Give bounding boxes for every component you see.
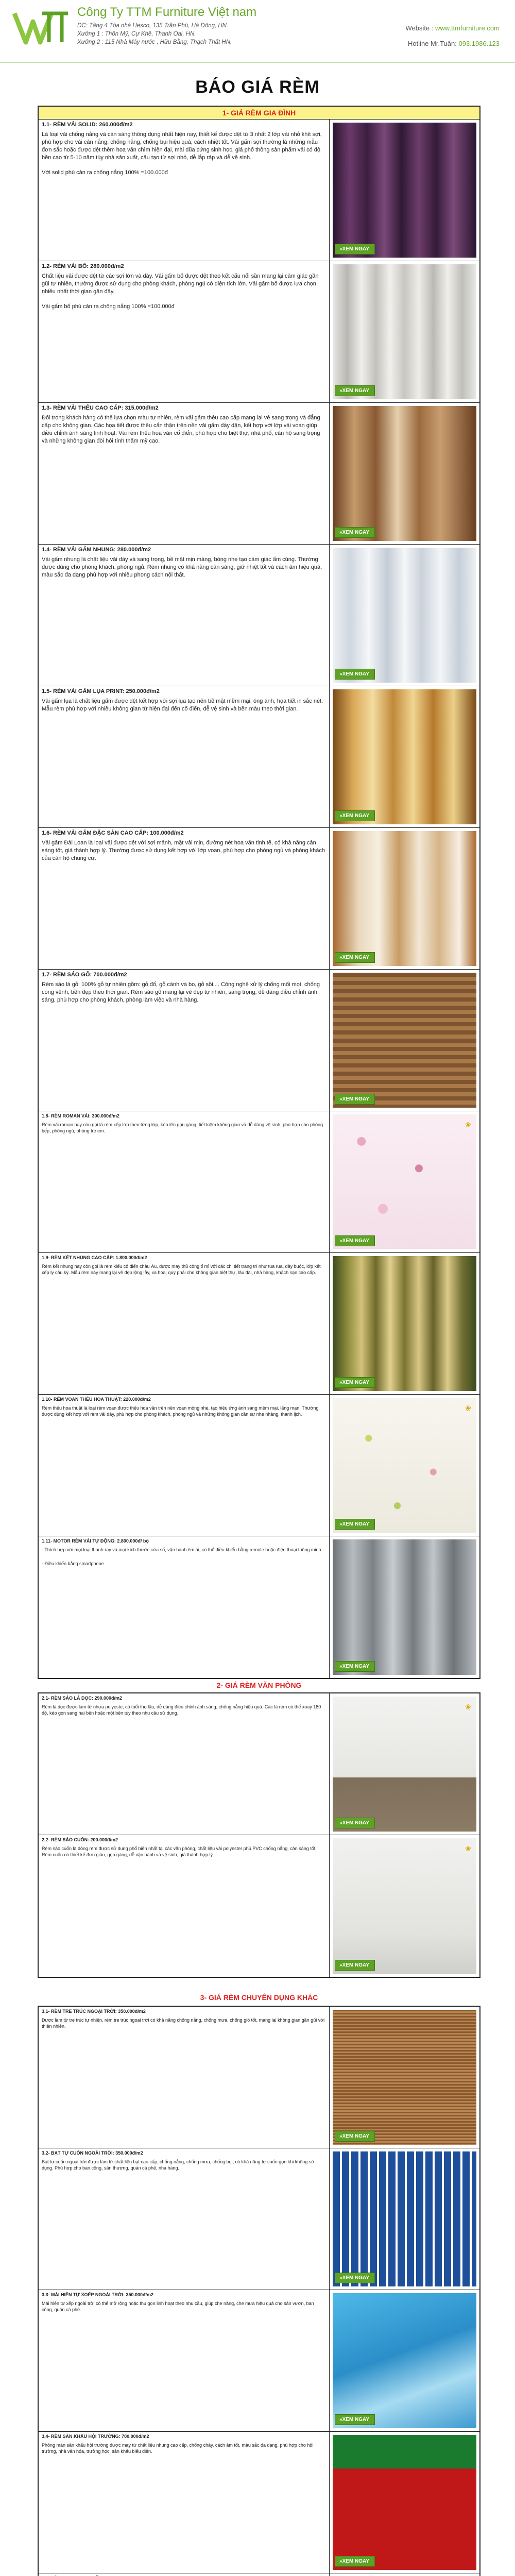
price-row: [39, 1111, 479, 1253]
curtain-photo: [333, 689, 476, 824]
product-note: Vải gấm bố phù cản ra chống nắng 100% =100.000đ: [42, 303, 175, 310]
row-text-cell: [39, 2007, 330, 2148]
view-now-button[interactable]: » XEM NGAY: [335, 1377, 375, 1388]
row-text-cell: [39, 828, 330, 969]
bee-logo-icon: ❀: [465, 1703, 471, 1711]
price-row: [39, 2007, 479, 2148]
section-title-special: 3- GIÁ RÈM CHUYÊN DỤNG KHÁC: [200, 1993, 318, 2002]
price-row: [39, 2573, 479, 2576]
row-text-cell: [39, 1111, 330, 1252]
product-description: Chất liệu vải được dệt từ các sợi lớn và dày. Vải gấm bố được dệt theo kết cấu nổi sần mang lại cảm giác gần gũi tự nhiên, thường được sử dụng cho phòng khách, phòng ngủ có diện tích lớn. Vải gấm bố được lựa chọn nhiều nhất thời gian gần đây.: [42, 273, 319, 295]
product-title: 1.8- RÈM ROMAN VẢI: 300.000đ/m2: [42, 1113, 120, 1118]
product-description: Là loại vải chống nắng và cản sáng thông dụng nhất hiện nay, thiết kế được dệt từ 3 nhất 2 lớp vải nhỏ khít sợi, phù hợp cho vải cản nắng, chống nắng, chống bụi hiệu quả, cách nhiệt tốt. Vải gấm sợi thường là những mẫu đơn sắc hoặc được dệt thêm hoa văn chìm hiện đại, mài dũa cứng sinh học, giá phổ thông sản phẩm vải có độ bền cao từ 5-10 năm tùy nhà sản xuất, cấu tạo từ sợi nhỏ, dễ lắp ráp và dễ vệ sinh.: [42, 131, 322, 161]
price-row: [39, 686, 479, 828]
price-row: [39, 545, 479, 686]
hotline-label: Hotline Mr.Tuấn:: [407, 40, 457, 47]
product-note: Với solid phù cản ra chống nắng 100% =100.000đ: [42, 170, 168, 176]
workshop-1-address: Xưởng 1 : Thôn Mỹ, Cự Khê, Thanh Oai, HN.: [77, 31, 196, 37]
row-text-cell: [39, 545, 330, 686]
section-title-office: 2- GIÁ RÈM VĂN PHÒNG: [216, 1681, 302, 1689]
view-now-button[interactable]: » XEM NGAY: [335, 1094, 375, 1105]
view-now-button[interactable]: » XEM NGAY: [335, 1960, 375, 1971]
row-text-cell: [39, 2148, 330, 2290]
office-address: ĐC: Tầng 4 Tòa nhà Hesco, 135 Trần Phú, Hà Đông, HN.: [77, 23, 229, 29]
row-image-cell: [330, 261, 479, 402]
price-row: [39, 1835, 479, 1977]
row-image-cell: [330, 1253, 479, 1394]
row-text-cell: [39, 1395, 330, 1536]
product-description: Vải gấm nhung là chất liệu vải dày và sang trọng, bề mặt mịn màng, bóng nhẹ tạo cảm giác ấm cúng. Thường được dùng cho phòng khách, phòng ngủ. Rèm nhung có khả năng cản sáng, giữ nhiệt tốt và cách âm hiệu quả, màu sắc đa dạng phù hợp với nhiều phong cách nội thất.: [42, 556, 322, 578]
row-image-cell: [330, 403, 479, 544]
curtain-photo: [333, 2293, 476, 2428]
product-description: Rèm thêu hoa thuật là loại rèm voan được thêu hoa văn trên nền voan mỏng nhẹ, tạo hiệu ứng ánh sáng mềm mại, lãng mạn. Thường được dùng kết hợp với rèm vải dày, phù hợp cho phòng khách, phòng ngủ và những không gian cần sự nhẹ nhàng, thanh lịch.: [42, 1405, 319, 1417]
row-image-cell: [330, 2432, 479, 2573]
curtain-photo: [333, 2151, 476, 2286]
section-title-family: 1- GIÁ RÈM GIA ĐÌNH: [39, 107, 479, 120]
product-description: Rèm sáo lá gỗ: 100% gỗ tự nhiên gồm: gỗ đổ, gỗ cánh và bo, gỗ sồi,... Công nghệ xử lý chống mối mọt, chống cong vênh, bền đẹp theo thời gian. Rèm sáo gỗ mang lại vẻ đẹp tự nhiên, sang trọng, dễ dàng điều chỉnh ánh sáng, phù hợp cho phòng khách, phòng làm việc và nhà hàng.: [42, 981, 320, 1003]
product-description: Phông màn sân khấu hội trường được may từ chất liệu nhung cao cấp, chống cháy, cách âm tốt, màu sắc đa dạng, phù hợp cho hội trường, nhà văn hóa, trường học, sân khấu biểu diễn.: [42, 2443, 314, 2454]
view-now-button[interactable]: » XEM NGAY: [335, 952, 375, 963]
curtain-photo: [333, 2010, 476, 2145]
row-text-cell: [39, 403, 330, 544]
view-now-button[interactable]: » XEM NGAY: [335, 2131, 375, 2142]
curtain-photo: [333, 973, 476, 1108]
company-name: Công Ty TTM Furniture Việt nam: [77, 5, 257, 19]
price-row: [39, 261, 479, 403]
product-title: 1.2- RÈM VẢI BỐ: 280.000đ/m2: [42, 263, 124, 269]
curtain-photo: [333, 1398, 476, 1533]
product-description: Đối trọng khách hàng có thể lựa chọn màu tự nhiên, rèm vải gấm thêu cao cấp mang lại vẻ sang trọng và đẳng cấp cho không gian. Các họa tiết được thêu cẩn thận trên nền vải gấm dày dặn, kết hợp với lớp vải voan giúp điều chỉnh ánh sáng linh hoạt. Vải rèm thêu hoa văn cổ điển, phù hợp cho biệt thự, nhà phố, căn hộ sang trọng và những không gian đòi hỏi tính thẩm mỹ cao.: [42, 415, 320, 444]
row-image-cell: [330, 1111, 479, 1252]
price-row: [39, 1253, 479, 1395]
view-now-button[interactable]: » XEM NGAY: [335, 385, 375, 396]
website-label: Website :: [405, 24, 434, 32]
product-title: 1.6- RÈM VẢI GẤM ĐẶC SẢN CAO CẤP: 100.000đ/m2: [42, 830, 184, 836]
price-row: [39, 970, 479, 1111]
product-title: 1.7- RÈM SÁO GỖ: 700.000đ/m2: [42, 972, 127, 978]
row-image-cell: [330, 1835, 479, 1977]
row-image-cell: [330, 2148, 479, 2290]
row-image-cell: [330, 1693, 479, 1835]
ttm-logo: [10, 6, 71, 46]
product-description: Rèm lá dọc được làm từ nhựa polyeste, có tuổi thọ lâu, dễ dàng điều chỉnh ánh sáng, chống nắng hiệu quả. Các lá rèm có thể xoay 180 độ, kéo gọn sang hai bên hoặc một bên tùy theo nhu cầu sử dụng.: [42, 1704, 321, 1716]
row-text-cell: [39, 2290, 330, 2431]
bee-logo-icon: ❀: [465, 1121, 471, 1129]
curtain-photo: [333, 1114, 476, 1249]
row-text-cell: [39, 686, 330, 827]
view-now-button[interactable]: » XEM NGAY: [335, 527, 375, 538]
row-text-cell: [39, 120, 330, 261]
product-title: 1.10- RÈM VOAN THÊU HOA THUẬT: 220.000đ/m2: [42, 1397, 151, 1402]
product-title: 1.11- MOTOR RÈM VẢI TỰ ĐỘNG: 2.800.000đ/ bộ: [42, 1538, 149, 1544]
product-title: 1.9- RÈM KẾT NHUNG CAO CẤP: 1.800.000đ/m2: [42, 1255, 147, 1260]
header: [0, 0, 515, 63]
product-note: - Điều khiển bằng smartphone: [42, 1561, 104, 1566]
product-description: Rèm kết nhung hay còn gọi là rèm kiểu cổ điển châu Âu, được may thủ công tỉ mỉ với các chi tiết trang trí như tua rua, dây buộc, lớp kết xếp ly cầu kỳ. Mẫu rèm này mang lại vẻ đẹp lộng lẫy, xa hoa, quý phái cho không gian biệt thự, lâu đài, nhà hàng, khách sạn cao cấp.: [42, 1264, 321, 1275]
price-row: [39, 1395, 479, 1536]
price-row: [39, 1536, 479, 1678]
row-text-cell: [39, 970, 330, 1111]
view-now-button[interactable]: » XEM NGAY: [335, 1818, 375, 1828]
product-description: Rèm vải roman hay còn gọi là rèm xếp lớp theo từng lớp, kéo lên gọn gàng, tiết kiệm không gian và dễ dàng vệ sinh, phù hợp cho phòng bếp, phòng ngủ, phòng trẻ em.: [42, 1122, 323, 1133]
price-row: [39, 403, 479, 545]
price-row: [39, 2290, 479, 2432]
view-now-button[interactable]: » XEM NGAY: [335, 244, 375, 255]
website-link[interactable]: www.ttmfurniture.com: [435, 24, 500, 32]
view-now-button[interactable]: » XEM NGAY: [335, 1235, 375, 1246]
bee-logo-icon: ❀: [465, 1844, 471, 1853]
product-description: Bạt tự cuốn ngoài trời được làm từ chất liệu bạt cao cấp, chống nắng, chống mưa, chống bụi, có khả năng tự cuốn gọn khi không sử dụng. Phù hợp cho ban công, sân thượng, quán cà phê, nhà hàng.: [42, 2159, 315, 2171]
view-now-button[interactable]: » XEM NGAY: [335, 669, 375, 680]
row-image-cell: [330, 1395, 479, 1536]
price-row: [39, 2432, 479, 2573]
curtain-photo: [333, 2435, 476, 2570]
row-image-cell: [330, 1536, 479, 1678]
price-row: [39, 120, 479, 261]
row-text-cell: [39, 2432, 330, 2573]
curtain-photo: [333, 264, 476, 399]
product-title: 1.5- RÈM VẢI GẤM LỤA PRINT: 250.000đ/m2: [42, 688, 160, 694]
price-row: [39, 828, 479, 970]
product-title: 2.1- RÈM SÁO LÁ DỌC: 290.000đ/m2: [42, 1696, 123, 1701]
curtain-photo: [333, 1256, 476, 1391]
row-text-cell: [39, 1536, 330, 1678]
view-now-button[interactable]: » XEM NGAY: [335, 2414, 375, 2425]
family-curtain-table: [38, 106, 480, 1679]
product-title: 2.2- RÈM SÁO CUỐN: 200.000đ/m2: [42, 1837, 118, 1842]
product-description: Vải gấm Đài Loan là loại vải được dệt với sợi mảnh, mặt vải mịn, đường nét hoa văn tinh tế, có khả năng cản sáng tốt, giá thành hợp lý. Thường được sử dụng kết hợp với lớp voan, phù hợp cho phòng ngủ và phòng khách của căn hộ chung cư.: [42, 840, 325, 861]
product-title: 1.4- RÈM VẢI GẤM NHUNG: 280.000đ/m2: [42, 547, 151, 553]
row-image-cell: [330, 970, 479, 1111]
product-title: 1.3- RÈM VẢI THÊU CAO CẤP: 315.000đ/m2: [42, 405, 159, 411]
product-title: 3.3- MÁI HIÊN TỰ XOẾP NGOÀI TRỜI: 350.000đ/m2: [42, 2292, 154, 2297]
row-image-cell: [330, 686, 479, 827]
row-text-cell: [39, 1693, 330, 1835]
product-description: - Thích hợp với mọi loại thanh ray và mọi kích thước cửa sổ, vận hành êm ái, có thể điều khiển bằng remote hoặc điện thoại thông minh.: [42, 1547, 322, 1552]
curtain-photo: [333, 1697, 476, 1832]
row-text-cell: [39, 261, 330, 402]
company-info: [77, 5, 345, 46]
contact-info: [405, 21, 500, 52]
product-title: 1.1- RÈM VẢI SOLID: 260.000đ/m2: [42, 122, 133, 128]
product-description: Được làm từ tre trúc tự nhiên, rèm tre trúc ngoại trời có khả năng chống nắng, chống mưa, chống gió tốt, mang lại không gian gần gũi với thiên nhiên.: [42, 2018, 325, 2029]
product-title: 3.1- RÈM TRE TRÚC NGOẠI TRỜI: 350.000đ/m2: [42, 2009, 146, 2014]
product-title: 3.4- RÈM SÂN KHẤU HỘI TRƯỜNG: 700.000đ/m2: [42, 2434, 149, 2439]
product-description: Rèm sáo cuốn là dòng rèm được sử dụng phổ biến nhất tại các văn phòng, chất liệu vải polyester phủ PVC chống nắng, cản sáng tốt. Rèm cuốn có thiết kế đơn giản, gọn gàng, dễ vận hành và vệ sinh, giá thành hợp lý.: [42, 1846, 317, 1857]
product-description: Mái hiên tự xếp ngoài trời có thể mở rộng hoặc thu gọn linh hoạt theo nhu cầu, giúp che nắng, che mưa hiệu quả cho sân vườn, ban công, quán cà phê.: [42, 2301, 314, 2312]
page-title: BÁO GIÁ RÈM: [195, 77, 320, 97]
curtain-photo: [333, 831, 476, 966]
row-image-cell: [330, 545, 479, 686]
product-title: 3.2- BẠT TỰ CUỐN NGOÀI TRỜI: 350.000đ/m2: [42, 2150, 143, 2156]
row-text-cell: [39, 1253, 330, 1394]
row-image-cell: [330, 2573, 479, 2576]
view-now-button[interactable]: » XEM NGAY: [335, 2556, 375, 2567]
price-row: [39, 1693, 479, 1835]
view-now-button[interactable]: » XEM NGAY: [335, 1661, 375, 1672]
curtain-photo: [333, 548, 476, 683]
workshop-2-address: Xưởng 2 : 115 Nhà Máy nước , Hữu Bằng, Thạch Thất HN.: [77, 39, 232, 45]
row-text-cell: [39, 2573, 330, 2576]
office-curtain-table: [38, 1692, 480, 1978]
price-row: [39, 2148, 479, 2290]
curtain-photo: [333, 1539, 476, 1675]
row-image-cell: [330, 828, 479, 969]
view-now-button[interactable]: » XEM NGAY: [335, 1519, 375, 1530]
hotline-number[interactable]: 093.1986.123: [458, 40, 500, 47]
row-image-cell: [330, 2007, 479, 2148]
special-curtain-table: [38, 2006, 480, 2576]
curtain-photo: [333, 1838, 476, 1974]
view-now-button[interactable]: » XEM NGAY: [335, 2273, 375, 2283]
curtain-photo: [333, 123, 476, 258]
product-description: Vải gấm lụa là chất liệu gấm được dệt kết hợp với sợi lụa tạo nên bề mặt mềm mại, óng ánh, họa tiết in sắc nét. Mẫu rèm phù hợp với nhiều không gian từ hiện đại đến cổ điển, dễ vệ sinh và bền màu theo thời gian.: [42, 698, 323, 712]
curtain-photo: [333, 406, 476, 541]
view-now-button[interactable]: » XEM NGAY: [335, 810, 375, 821]
bee-logo-icon: ❀: [465, 1404, 471, 1412]
row-text-cell: [39, 1835, 330, 1977]
row-image-cell: [330, 120, 479, 261]
row-image-cell: [330, 2290, 479, 2431]
